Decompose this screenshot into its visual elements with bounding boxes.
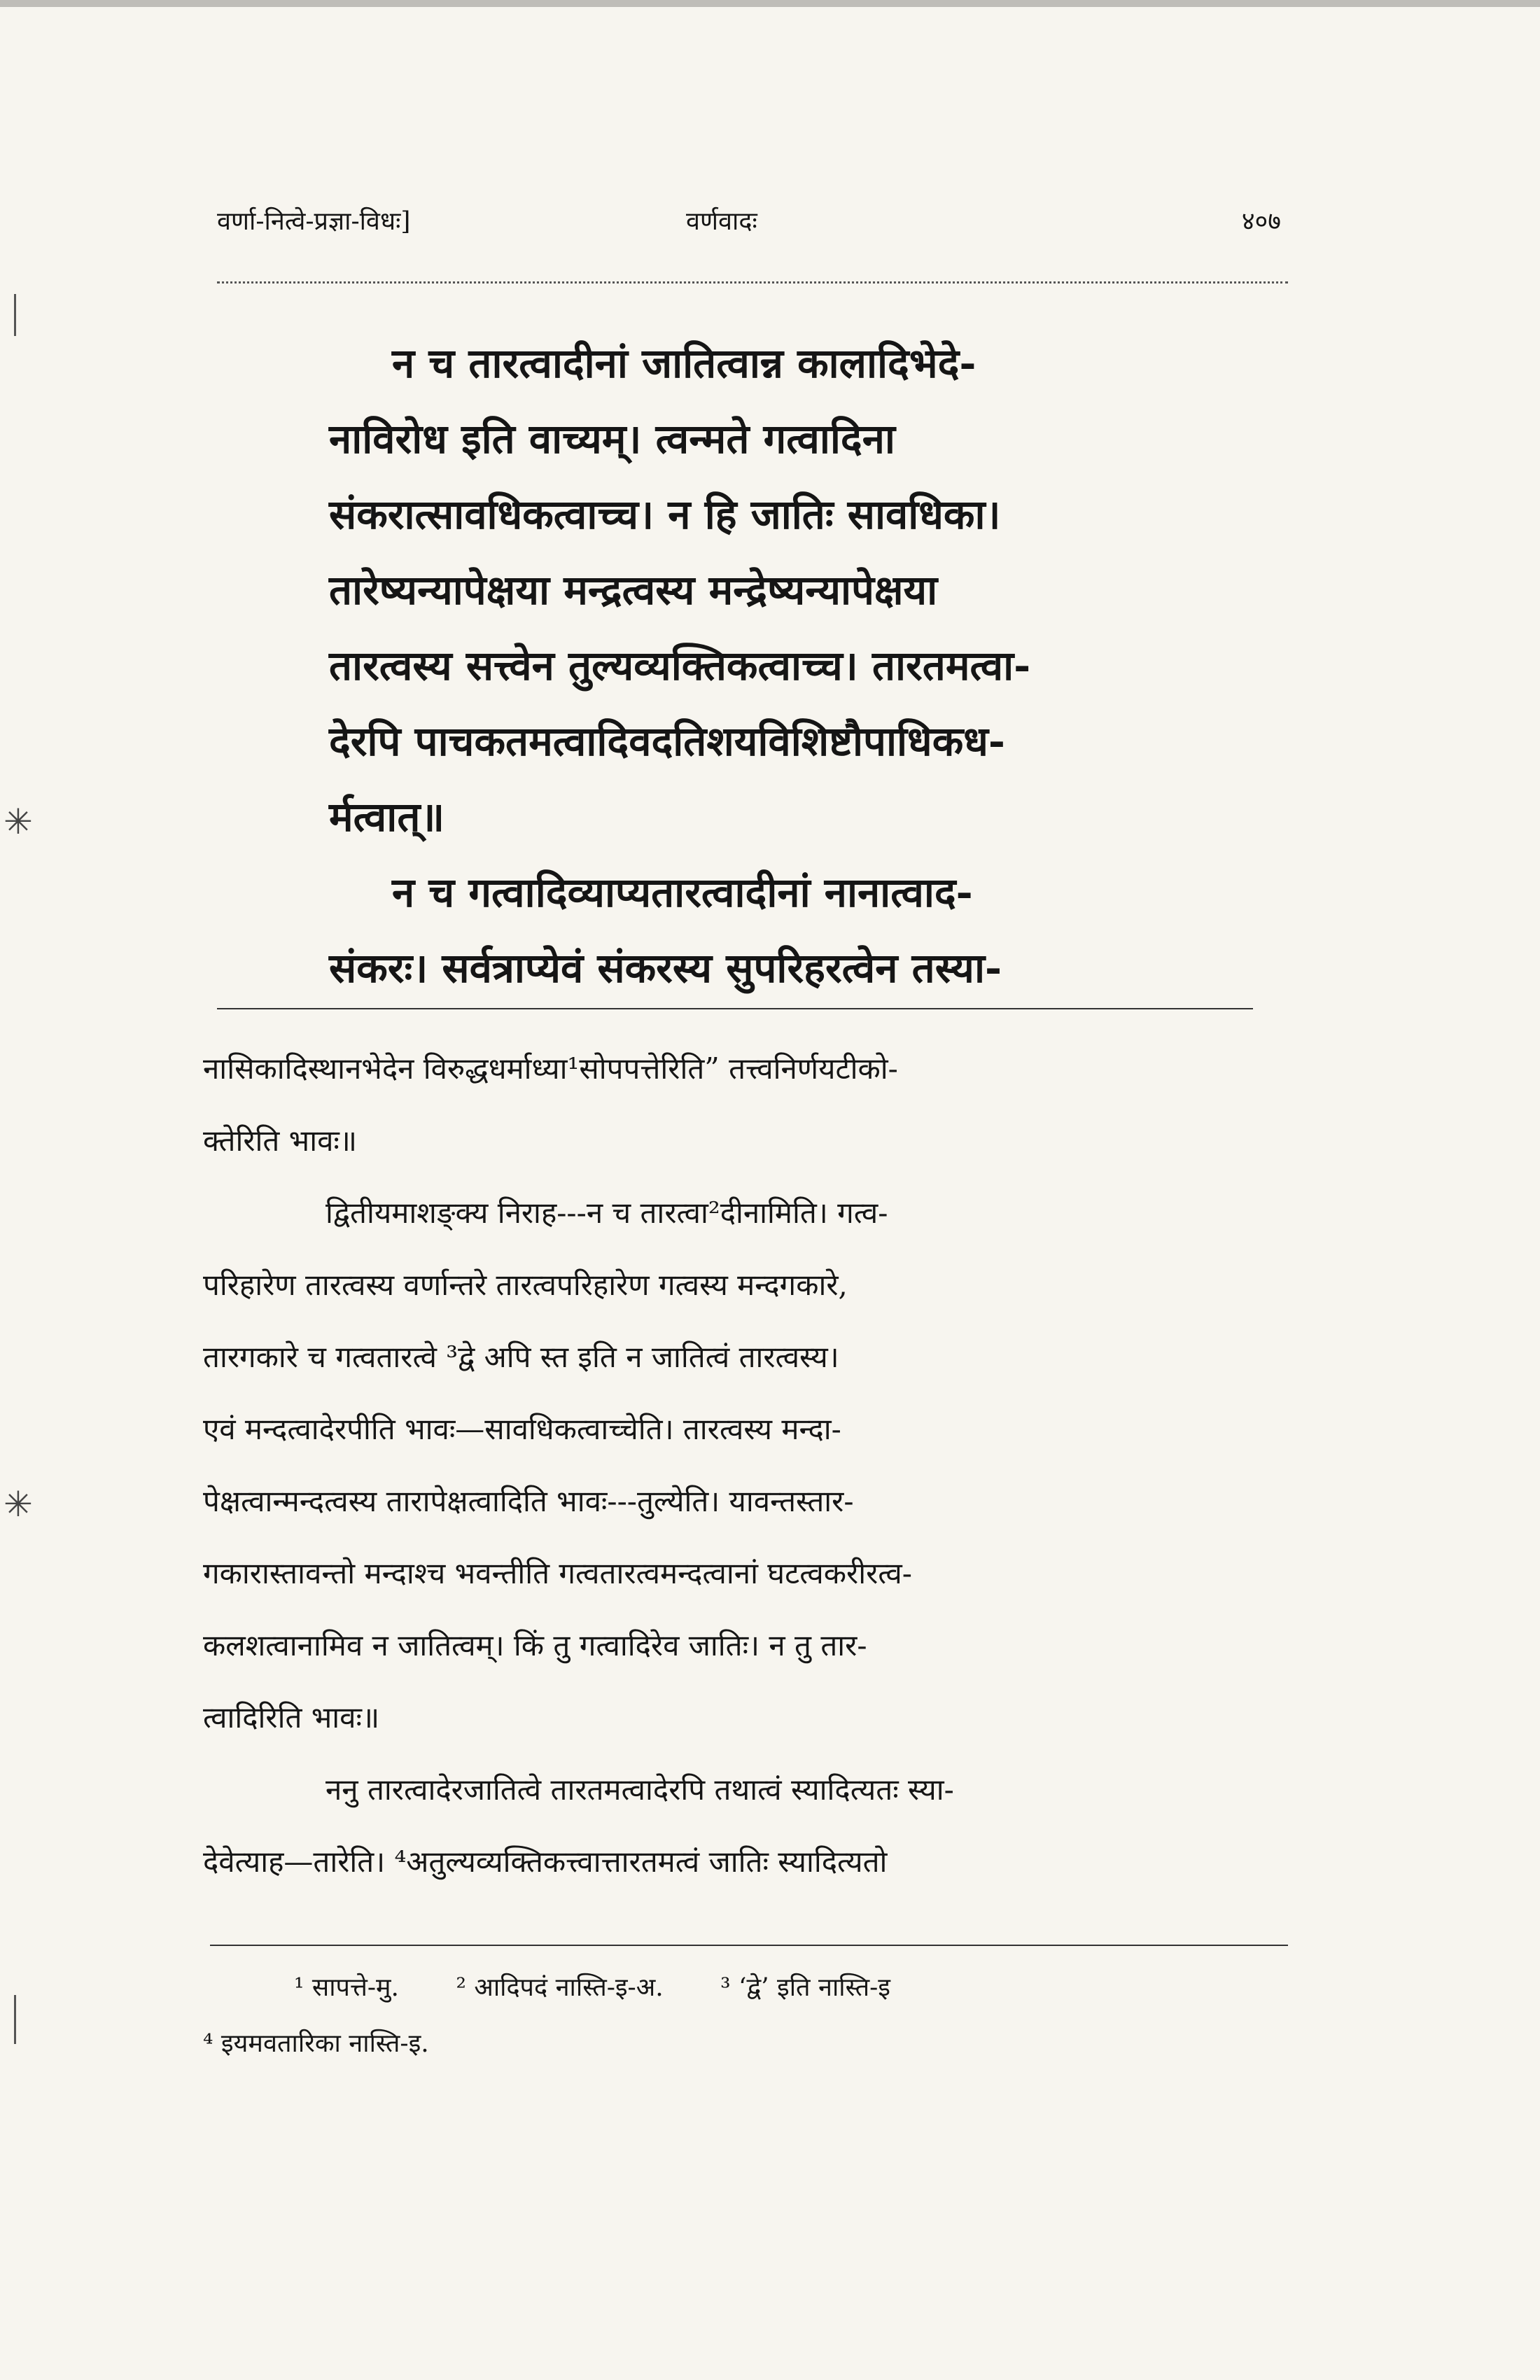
- footnote-line: [203, 2016, 1295, 2072]
- commentary-line: नासिकादिस्थानभेदेन विरुद्धधर्माध्या¹सोपपत्तेरिति” तत्त्वनिर्णयटीको-: [203, 1051, 898, 1086]
- margin-tick: [14, 1995, 16, 2044]
- header-section-title: वर्णा-नित्वे-प्रज्ञा-विधः]: [217, 207, 411, 236]
- footnote-1: ¹ सापत्ते-मु.: [294, 1973, 399, 2002]
- footnote-2: ² आदिपदं नास्ति-इ-अ.: [456, 1973, 664, 2002]
- commentary-line: तारगकारे च गत्वतारत्वे ³द्वे अपि स्त इति न जातित्वं तारत्वस्य।: [203, 1340, 839, 1374]
- commentary-text: [203, 1032, 1295, 1898]
- commentary-line: द्वितीयमाशङ्क्य निराह---न च तारत्वा²दीनामिति। गत्व-: [326, 1196, 888, 1230]
- running-header: [210, 203, 1288, 252]
- footnote-3: ³ ‘द्वे’ इति नास्ति-इ: [720, 1973, 890, 2002]
- page-number: ४०७: [1241, 207, 1281, 236]
- text-line: र्मत्वात्॥: [329, 793, 445, 841]
- page-top-edge: [0, 0, 1540, 7]
- header-chapter-title: वर्णवादः: [686, 207, 757, 236]
- commentary-line: क्तेरिति भावः॥: [203, 1124, 358, 1158]
- header-divider: [217, 281, 1288, 284]
- text-line: न च तारत्वादीनां जातित्वान्न कालादिभेदे-: [392, 340, 976, 387]
- text-line: संकरात्सावधिकत्वाच्च। न हि जातिः सावधिका।: [329, 491, 1001, 538]
- commentary-line: त्वादिरिति भावः॥: [203, 1700, 380, 1735]
- commentary-line: एवं मन्दत्वादेरपीति भावः—सावधिकत्वाच्चेति। तारत्वस्य मन्दा-: [203, 1412, 841, 1446]
- text-line: न च गत्वादिव्याप्यतारत्वादीनां नानात्वाद-: [392, 869, 973, 916]
- main-paragraph-1: [329, 326, 1169, 855]
- margin-star-icon: ✳: [4, 802, 33, 842]
- text-line: तारत्वस्य सत्त्वेन तुल्यव्यक्तिकत्वाच्च। तारतमत्वा-: [329, 642, 1031, 690]
- main-text: [329, 326, 1169, 1006]
- commentary-line: पेक्षत्वान्मन्दत्वस्य तारापेक्षत्वादिति भावः---तुल्येति। यावन्तस्तार-: [203, 1484, 854, 1518]
- footnote-line: [203, 1960, 1295, 2016]
- commentary-line: ननु तारत्वादेरजातित्वे तारतमत्वादेरपि तथात्वं स्यादित्यतः स्या-: [326, 1772, 954, 1807]
- margin-tick: [14, 294, 16, 336]
- text-line: संकरः। सर्वत्राप्येवं संकरस्य सुपरिहरत्वेन तस्या-: [329, 944, 1002, 992]
- text-line: देरपि पाचकतमत्वादिवदतिशयविशिष्टौपाधिकध-: [329, 718, 1006, 765]
- commentary-line: गकारास्तावन्तो मन्दाश्च भवन्तीति गत्वतारत्वमन्दत्वानां घटत्वकरीरत्व-: [203, 1556, 912, 1590]
- footnote-4: ⁴ इयमवतारिका नास्ति-इ.: [203, 2029, 429, 2058]
- margin-star-icon: ✳: [4, 1484, 33, 1525]
- text-line: तारेष्यन्यापेक्षया मन्द्रत्वस्य मन्द्रेष्यन्यापेक्षया: [329, 566, 938, 614]
- commentary-line: कलशत्वानामिव न जातित्वम्। किं तु गत्वादिरेव जातिः। न तु तार-: [203, 1628, 867, 1662]
- footnotes: [203, 1960, 1295, 2072]
- commentary-line: परिहारेण तारत्वस्य वर्णान्तरे तारत्वपरिहारेण गत्वस्य मन्दगकारे,: [203, 1268, 848, 1302]
- commentary-line: देवेत्याह—तारेति। ⁴अतुल्यव्यक्तिकत्त्वात्तारतमत्वं जातिः स्यादित्यतो: [203, 1844, 888, 1879]
- commentary-divider: [217, 1008, 1253, 1009]
- footnote-divider: [210, 1945, 1288, 1946]
- main-paragraph-2: [329, 855, 1169, 1006]
- text-line: नाविरोध इति वाच्यम्। त्वन्मते गत्वादिना: [329, 415, 895, 463]
